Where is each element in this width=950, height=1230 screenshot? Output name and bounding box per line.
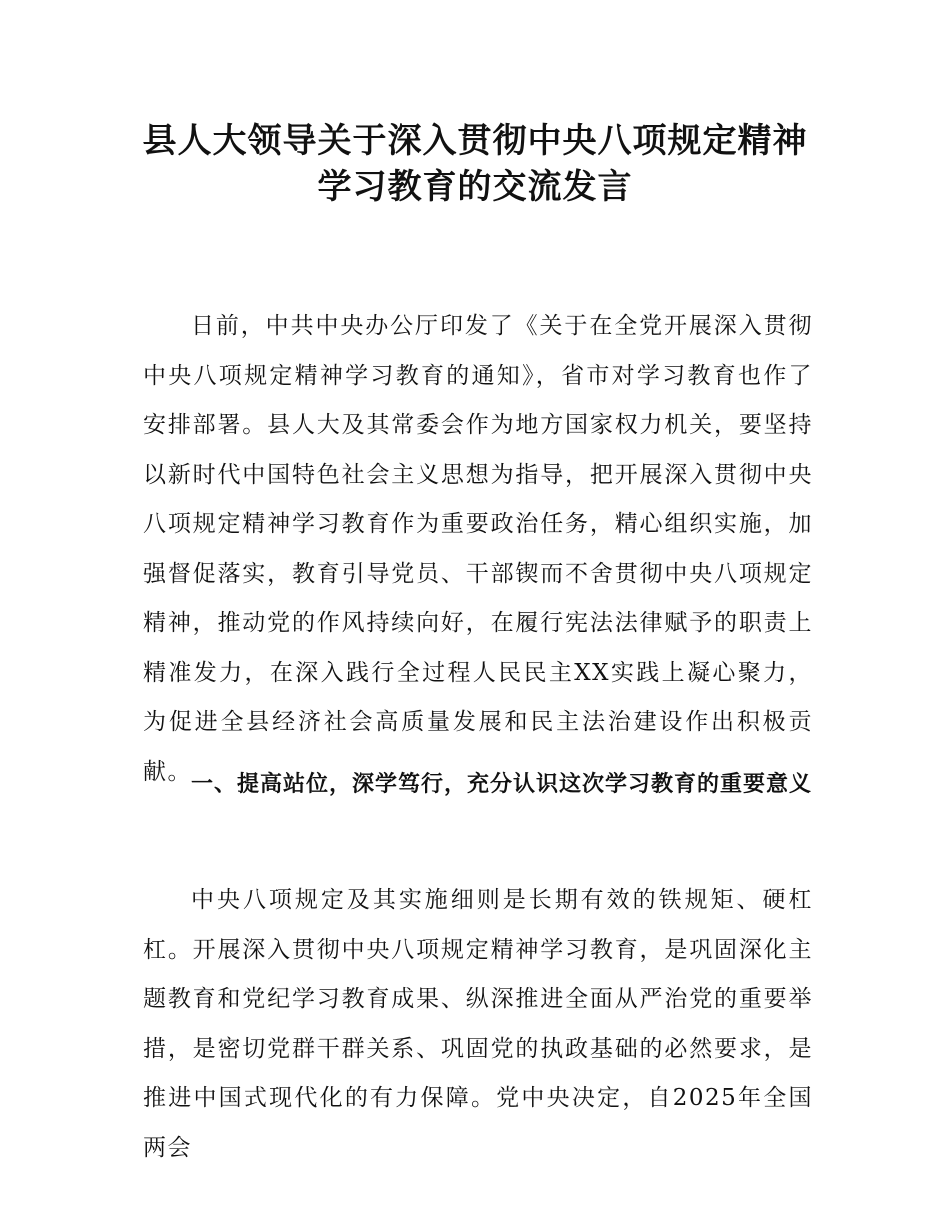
document-title-line-2: 学习教育的交流发言 [317, 167, 633, 207]
body-paragraph-2: 中央八项规定及其实施细则是长期有效的铁规矩、硬杠杠。开展深入贯彻中央八项规定精神学习教育，是巩固深化主题教育和党纪学习教育成果、纵深推进全面从严治党的重要举措，是密切党群干群关系、巩固党的执政基础的必然要求，是推进中国式现代化的有力保障。党中央决定，自2025年全国两会 [143, 887, 813, 1161]
document-title-line-1: 县人大领导关于深入贯彻中央八项规定精神 [142, 121, 808, 161]
section-heading-1: 一、提高站位，深学笃行，充分认识这次学习教育的重要意义 [191, 772, 813, 797]
body-paragraph-1: 日前，中共中央办公厅印发了《关于在全党开展深入贯彻中央八项规定精神学习教育的通知》，省市对学习教育也作了安排部署。县人大及其常委会作为地方国家权力机关，要坚持以新时代中国特色社会主义思想为指导，把开展深入贯彻中央八项规定精神学习教育作为重要政治任务，精心组织实施，加强督促落实，教育引导党员、干部锲而不舍贯彻中央八项规定精神，推动党的作风持续向好，在履行宪法法律赋予的职责上精准发力，在深入践行全过程人民民主XX实践上凝心聚力，为促进全县经济社会高质量发展和民主法治建设作出积极贡献。 [143, 313, 813, 785]
